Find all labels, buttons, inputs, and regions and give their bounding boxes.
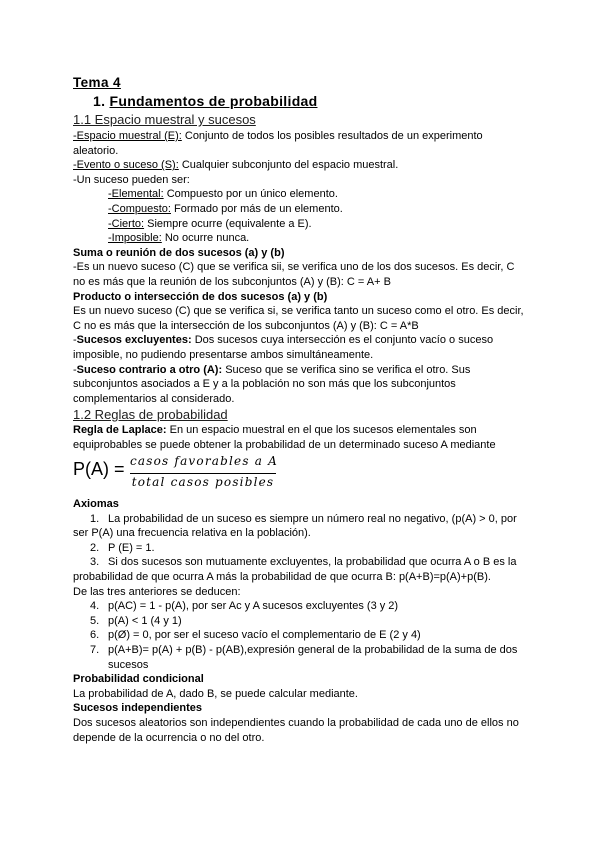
- deduced-item: [73, 599, 573, 614]
- section-heading-1-1: 1.1 Espacio muestral y sucesos: [73, 112, 256, 127]
- term-cierto: -Cierto:: [108, 217, 145, 230]
- intersection-text: C no es más que la intersección de los subconjuntos (A) y (B): C = A*B: [73, 319, 419, 332]
- list-item-text: p(A) < 1 (4 y 1): [108, 614, 182, 627]
- union-heading: Suma o reunión de dos sucesos (a) y (b): [73, 246, 285, 259]
- deduced-item: [73, 643, 573, 658]
- independent-events-heading: Sucesos independientes: [73, 702, 202, 715]
- complement-event: [73, 363, 573, 378]
- definition-text-continued: subconjuntos asociados a E y a la población no son más que los subconjuntos: [73, 378, 456, 391]
- independent-events-text: Dos sucesos aleatorios son independientes cuando la probabilidad de cada uno de ellos no: [73, 716, 519, 729]
- definition-event: [73, 158, 573, 173]
- list-item-text: Si dos sucesos son mutuamente excluyentes, la probabilidad que ocurra A o B es la: [108, 556, 517, 569]
- axiom-item: [73, 512, 573, 527]
- document-body: [73, 73, 573, 745]
- definition-text: Conjunto de todos los posibles resultados de un experimento: [184, 130, 483, 142]
- list-item-text: p(A+B)= p(A) + p(B) - p(AB),expresión general de la probabilidad de la suma de dos: [108, 644, 518, 656]
- definition-sample-space: [73, 129, 573, 144]
- definition-text: En un espacio muestral en el que los sucesos elementales son: [169, 424, 477, 437]
- list-number: 1.: [90, 512, 100, 525]
- definition-text: Formado por más de un elemento.: [174, 202, 343, 215]
- chapter-number: 1.: [93, 93, 106, 109]
- union-text: no es más que la reunión de los subconjuntos (A) y (B): C = A+ B: [73, 275, 391, 288]
- dash: -: [73, 334, 77, 347]
- chapter-heading: [73, 92, 573, 111]
- fraction-bar: [130, 473, 276, 474]
- laplace-rule: [73, 423, 573, 438]
- exclusive-events: [73, 333, 573, 348]
- conditional-probability-heading: Probabilidad condicional: [73, 673, 204, 686]
- axiom-item: [73, 541, 573, 556]
- list-number: 6.: [90, 629, 100, 642]
- formula-numerator: casos favorables a A: [130, 454, 278, 469]
- section-heading-1-2: 1.2 Reglas de probabilidad: [73, 407, 228, 423]
- list-number: 4.: [90, 600, 100, 613]
- dash: -: [73, 363, 77, 376]
- definition-text-continued: imposible, no pudiendo presentarse ambos simultáneamente.: [73, 348, 374, 361]
- event-types-intro: -Un suceso pueden ser:: [73, 173, 190, 186]
- definition-text: Dos sucesos cuya intersección es el conjunto vacío o suceso: [194, 334, 494, 347]
- list-item-text-continued: ser P(A) una frecuencia relativa en la población).: [73, 527, 311, 540]
- term-laplace-rule: Regla de Laplace:: [73, 424, 167, 437]
- formula-lhs: P(A) =: [73, 459, 125, 480]
- term-event: -Evento o suceso (S):: [73, 159, 179, 172]
- deduced-item: [73, 628, 573, 643]
- document-title: Tema 4: [73, 75, 121, 90]
- list-item-text: La probabilidad de un suceso es siempre un número real no negativo, (p(A) > 0, por: [108, 512, 517, 525]
- event-type-elemental: [73, 187, 573, 202]
- axiom-item: [73, 555, 573, 570]
- term-sample-space: -Espacio muestral (E):: [73, 130, 182, 142]
- definition-text-continued: aleatorio.: [73, 144, 119, 157]
- independent-events-text: depende de la ocurrencia o no del otro.: [73, 731, 265, 744]
- list-item-text: p(Ø) = 0, por ser el suceso vacío el complementario de E (2 y 4): [108, 629, 421, 642]
- event-type-compuesto: [73, 202, 573, 217]
- chapter-title: Fundamentos de probabilidad: [109, 93, 318, 109]
- definition-text: Compuesto por un único elemento.: [166, 188, 338, 201]
- definition-text: Cualquier subconjunto del espacio muestral.: [181, 159, 399, 172]
- term-elemental: -Elemental:: [108, 188, 164, 201]
- list-item-text: p(AC) = 1 - p(A), por ser Ac y A sucesos excluyentes (3 y 2): [108, 600, 399, 613]
- formula-fraction: [130, 452, 276, 496]
- union-text: -Es un nuevo suceso (C) que se verifica sii, se verifica uno de los dos sucesos. Es decir, C: [73, 261, 515, 274]
- formula-denominator: total casos posibles: [131, 475, 275, 490]
- list-number: 2.: [90, 541, 100, 554]
- list-item-text-continued: sucesos: [108, 658, 149, 671]
- laplace-formula: [73, 452, 573, 497]
- event-type-cierto: [73, 217, 573, 232]
- definition-text-continued: equiprobables se puede obtener la probabilidad de un determinado suceso A mediante: [73, 438, 496, 451]
- definition-text-continued: complementarios al considerado.: [73, 392, 235, 405]
- term-compuesto: -Compuesto:: [108, 202, 171, 215]
- definition-text: No ocurre nunca.: [164, 232, 250, 245]
- definition-text: Suceso que se verifica sino se verifica el otro. Sus: [225, 363, 471, 376]
- deduced-intro: De las tres anteriores se deducen:: [73, 585, 241, 598]
- list-number: 3.: [90, 556, 100, 569]
- definition-text: Siempre ocurre (equivalente a E).: [147, 217, 312, 230]
- term-complement-event: Suceso contrario a otro (A):: [76, 363, 223, 376]
- list-item-text-continued: probabilidad de que ocurra A más la probabilidad de que ocurra B: p(A+B)=p(A)+p(B).: [73, 571, 491, 584]
- axioms-heading: Axiomas: [73, 498, 119, 511]
- conditional-probability-text: La probabilidad de A, dado B, se puede calcular mediante.: [73, 687, 358, 700]
- list-number: 7.: [90, 644, 100, 656]
- list-item-text: P (E) = 1.: [108, 541, 155, 554]
- intersection-text: Es un nuevo suceso (C) que se verifica si, se verifica tanto un suceso como el otro. Es decir,: [73, 305, 524, 318]
- intersection-heading: Producto o intersección de dos sucesos (a) y (b): [73, 290, 328, 303]
- list-number: 5.: [90, 614, 100, 627]
- event-type-imposible: [73, 231, 573, 246]
- term-imposible: -Imposible:: [108, 232, 162, 245]
- term-exclusive-events: Sucesos excluyentes:: [76, 334, 192, 347]
- deduced-item: [73, 614, 573, 629]
